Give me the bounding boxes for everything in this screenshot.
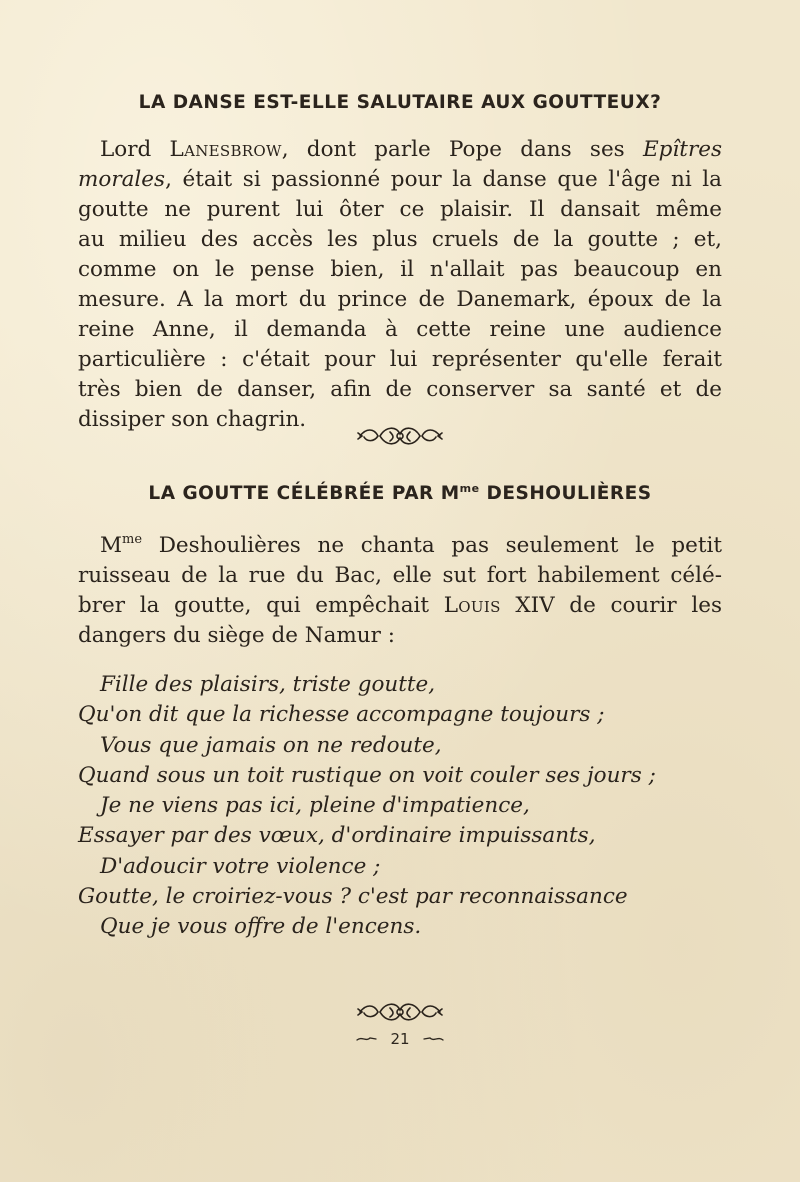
paragraph-lanesbrow: [78, 135, 722, 435]
verse-line: Quand sous un toit rustique on voit couler ses jours ;: [78, 762, 656, 788]
text-line: $M^{me}$ Deshoulières ne chanta pas seulement le petit: [100, 532, 722, 558]
verse-line: Essayer par des vœux, d'ordinaire impuissants,: [78, 823, 596, 849]
text-line: dangers du siège de Namur :: [78, 623, 395, 648]
text-line: particulière : c'était pour lui représenter qu'elle ferait: [78, 347, 722, 372]
text-line: comme on le pense bien, il n'allait pas beaucoup en: [78, 257, 722, 282]
verse-line: Que je vous offre de l'encens.: [100, 914, 422, 940]
poem-verse: [78, 670, 738, 943]
section-title-danse: LA DANSE EST-ELLE SALUTAIRE AUX GOUTTEUX?: [138, 92, 662, 113]
floral-fleuron-icon: [350, 424, 450, 448]
page-number: 21: [390, 1030, 410, 1048]
verse-line: Fille des plaisirs, triste goutte,: [100, 672, 436, 697]
text-line: goutte ne purent lui ôter ce plaisir. Il dansait même: [78, 197, 722, 222]
verse-line: Vous que jamais on ne redoute,: [100, 732, 442, 758]
page-folio: [0, 1030, 800, 1048]
text-line: Lord Lanesbrow, dont parle Pope dans ses Epîtres: [100, 137, 722, 162]
text-line: ruisseau de la rue du Bac, elle sut fort habilement célé-: [78, 563, 722, 588]
folio-right-flourish-icon: [422, 1034, 444, 1044]
text-line: morales, était si passionné pour la danse que l'âge ni la: [78, 167, 722, 192]
text-line: brer la goutte, qui empêchait Louis XIV de courir les: [78, 593, 723, 618]
paragraph-deshoulieres: [78, 531, 722, 651]
text-line: très bien de danser, afin de conserver sa santé et de: [78, 377, 722, 402]
text-line: reine Anne, il demanda à cette reine une audience: [78, 317, 722, 342]
text-line: mesure. A la mort du prince de Danemark, époux de la: [78, 287, 722, 312]
text-line: dissiper son chagrin.: [78, 407, 307, 432]
verse-line: D'adoucir votre violence ;: [100, 853, 381, 879]
folio-left-flourish-icon: [356, 1034, 378, 1044]
verse-line: Qu'on dit que la richesse accompagne toujours ;: [78, 702, 605, 728]
text-line: au milieu des accès les plus cruels de la goutte ; et,: [78, 227, 722, 252]
verse-line: Je ne viens pas ici, pleine d'impatience,: [100, 793, 530, 819]
floral-fleuron-icon: [350, 1000, 450, 1024]
verse-line: Goutte, le croiriez-vous ? c'est par reconnaissance: [78, 884, 628, 910]
section-title-deshoulieres: LA GOUTTE CÉLÉBRÉE PAR $M^{me}$ DESHOULIÈRES: [148, 482, 652, 504]
